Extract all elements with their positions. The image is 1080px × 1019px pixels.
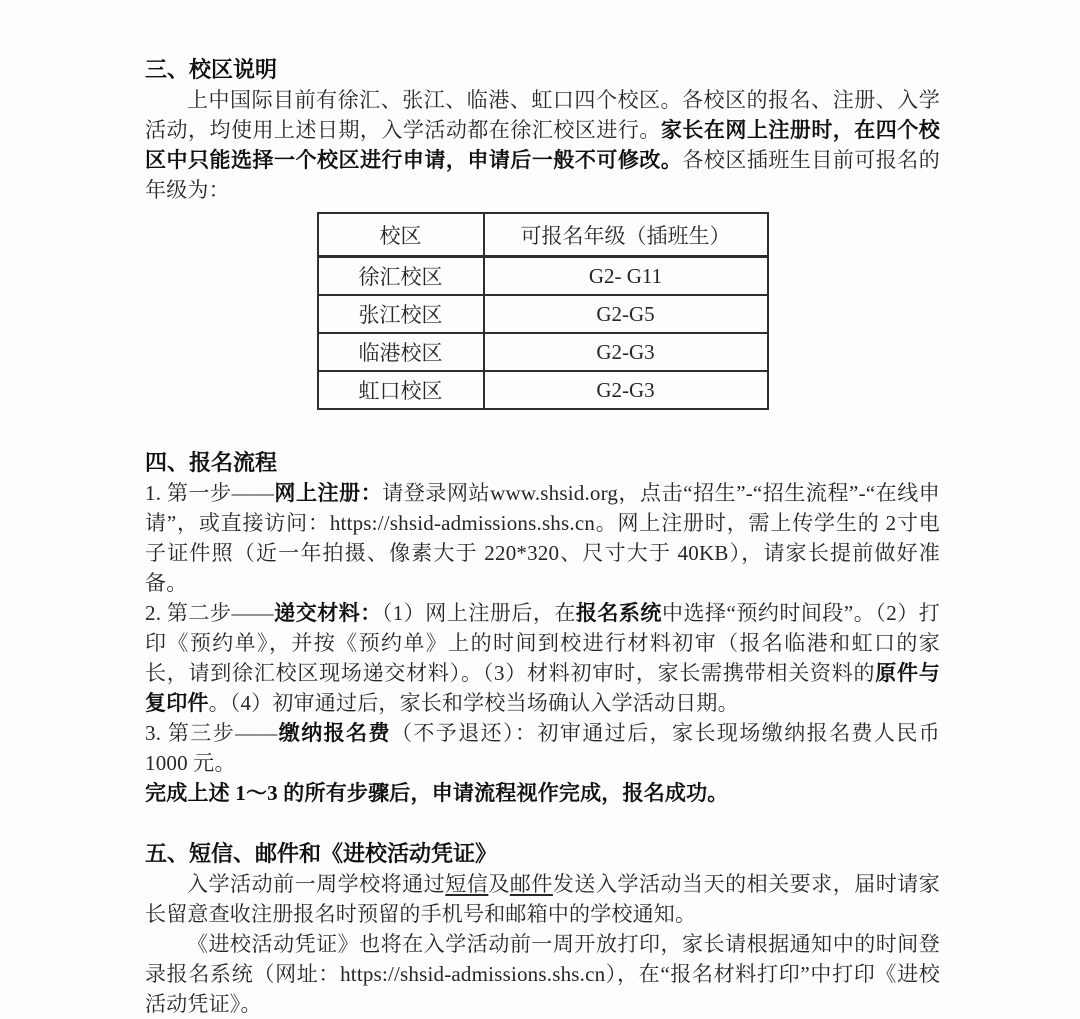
notice-p1-text-1: 入学活动前一周学校将通过 bbox=[187, 872, 446, 896]
section-process-heading: 四、报名流程 bbox=[145, 450, 278, 475]
campus-grades-table bbox=[317, 212, 769, 410]
step3-title: 缴纳报名费 bbox=[277, 721, 391, 745]
notice-p1-text-2: 及 bbox=[488, 872, 510, 896]
step2-body-1: （1）网上注册后，在 bbox=[381, 601, 576, 625]
section-notice-heading: 五、短信、邮件和《进校活动凭证》 bbox=[145, 841, 498, 866]
notice-paragraph-1 bbox=[145, 869, 940, 929]
section-campus bbox=[145, 55, 940, 410]
table-row bbox=[318, 295, 768, 333]
notice-p1-text-3: 发送入学活动当天的相关要求，届时请家长留意查收注册报名时预留的手机号和邮箱中的学校通知。 bbox=[145, 872, 940, 926]
step2-paragraph bbox=[145, 598, 940, 718]
step3-paragraph bbox=[145, 718, 940, 778]
step3-body: （不予退还）：初审通过后，家长现场缴纳报名费人民币1000 元。 bbox=[145, 721, 941, 775]
notice-p1-underline-sms: 短信 bbox=[445, 872, 489, 896]
step2-body-3: 。（4）初审通过后，家长和学校当场确认入学活动日期。 bbox=[208, 691, 739, 715]
table-row bbox=[318, 333, 768, 371]
step2-bold-originals: 原件与复印件 bbox=[145, 661, 940, 715]
step3-number: 3. 第三步—— bbox=[145, 721, 278, 745]
step2-title: 递交材料： bbox=[273, 601, 382, 625]
table-row bbox=[318, 371, 768, 409]
campus-intro-text-1: 上中国际目前有徐汇、张江、临港、虹口四个校区。各校区的报名、注册、入学活动，均使用上述日期，入学活动都在徐汇校区进行。 bbox=[145, 88, 940, 142]
campus-cell: 徐汇校区 bbox=[318, 257, 484, 296]
step1-body: 请登录网站www.shsid.org，点击“招生”-“招生流程”-“在线申请”，或直接访问：https://shsid-admissions.shs.cn。网上注册时，需上传学生的 2寸电子证件照（近一年拍摄、像素大于 220*320、尺寸大于 40KB），请家长提前做好准备。 bbox=[145, 481, 940, 595]
grades-cell: G2-G5 bbox=[484, 295, 768, 333]
grades-cell: G2- G11 bbox=[484, 257, 768, 296]
campus-cell: 张江校区 bbox=[318, 295, 484, 333]
step1-title: 网上注册： bbox=[274, 481, 383, 505]
step2-bold-system: 报名系统 bbox=[575, 601, 662, 625]
grades-cell: G2-G3 bbox=[484, 371, 768, 409]
campus-intro-paragraph bbox=[145, 85, 940, 205]
column-header-grades: 可报名年级（插班生） bbox=[484, 213, 768, 257]
notice-p1-underline-email: 邮件 bbox=[509, 872, 553, 896]
section-campus-heading: 三、校区说明 bbox=[145, 57, 278, 82]
step2-number: 2. 第二步—— bbox=[145, 601, 274, 625]
column-header-campus: 校区 bbox=[318, 213, 484, 257]
notice-paragraph-2: 《进校活动凭证》也将在入学活动前一周开放打印，家长请根据通知中的时间登录报名系统（网址：https://shsid-admissions.shs.cn），在“报名材料打印”中打印《进校活动凭证》。 bbox=[145, 932, 940, 1016]
step1-number: 1. 第一步—— bbox=[145, 481, 275, 505]
step2-body-2: 中选择“预约时间段”。（2）打印《预约单》，并按《预约单》上的时间到校进行材料初审（报名临港和虹口的家长，请到徐汇校区现场递交材料）。（3）材料初审时，家长需携带相关资料的 bbox=[145, 601, 940, 685]
campus-intro-bold-note: 家长在网上注册时，在四个校区中只能选择一个校区进行申请，申请后一般不可修改。 bbox=[145, 118, 940, 172]
section-process bbox=[145, 448, 940, 808]
campus-intro-text-2: 各校区插班生目前可报名的年级为： bbox=[145, 148, 940, 202]
table-header-row bbox=[318, 213, 768, 257]
campus-cell: 虹口校区 bbox=[318, 371, 484, 409]
completion-note: 完成上述 1～3 的所有步骤后，申请流程视作完成，报名成功。 bbox=[145, 781, 729, 805]
campus-cell: 临港校区 bbox=[318, 333, 484, 371]
table-row bbox=[318, 257, 768, 296]
step1-paragraph bbox=[145, 478, 940, 598]
grades-cell: G2-G3 bbox=[484, 333, 768, 371]
section-notice bbox=[145, 839, 940, 1019]
